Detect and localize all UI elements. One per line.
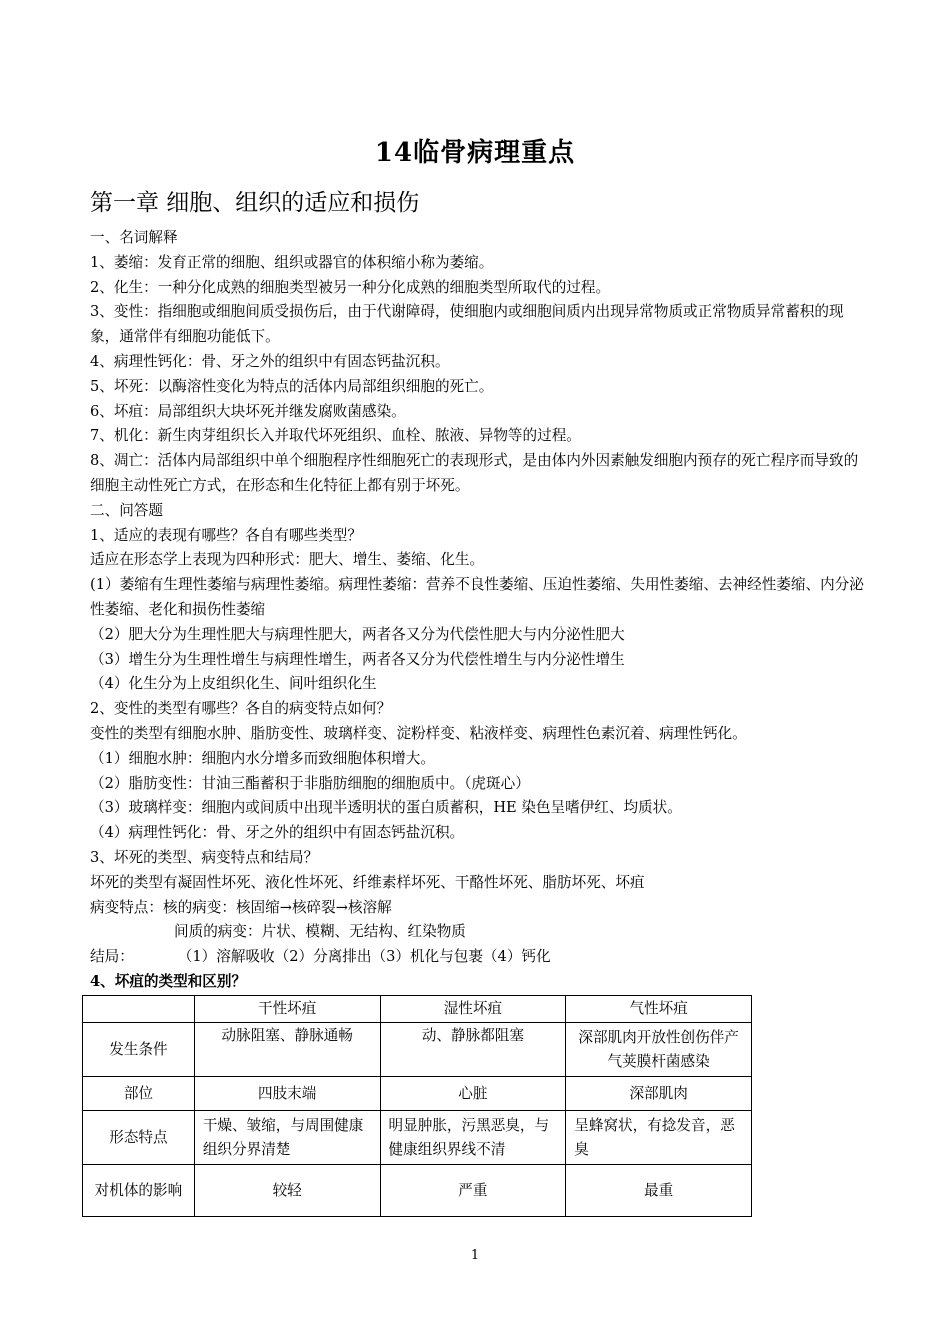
paragraph: 5、坏死：以酶溶性变化为特点的活体内局部组织细胞的死亡。 — [90, 377, 494, 395]
paragraph: 6、坏疽：局部组织大块坏死并继发腐败菌感染。 — [90, 402, 406, 420]
page-number: 1 — [470, 1248, 480, 1263]
table-cell: 最重 — [566, 1165, 752, 1217]
paragraph: （3）玻璃样变：细胞内或间质中出现半透明状的蛋白质蓄积，HE 染色呈嗜伊红、均质状。 — [90, 799, 682, 817]
paragraph: （2）肥大分为生理性肥大与病理性肥大，两者各又分为代偿性肥大与内分泌性肥大 — [90, 625, 625, 643]
question: 3、坏死的类型、病变特点和结局？ — [90, 848, 319, 866]
question: 2、变性的类型有哪些？各自的病变特点如何？ — [90, 700, 392, 718]
paragraph: 1、萎缩：发育正常的细胞、组织或器官的体积缩小称为萎缩。 — [90, 253, 494, 271]
table-cell: 较轻 — [194, 1165, 380, 1217]
table-cell: 深部肌肉开放性创伤伴产气荚膜杆菌感染 — [566, 1023, 752, 1077]
paragraph: 8、凋亡：活体内局部组织中单个细胞程序性细胞死亡的表现形式，是由体内外因素触发细胞内预存的死亡程序而导致的细胞主动性死亡方式，在形态和生化特征上都有别于坏死。 — [90, 452, 859, 494]
outcome-text: （1）溶解吸收（2）分离排出（3）机化与包裹（4）钙化 — [177, 948, 551, 966]
table-header-cell — [83, 996, 195, 1023]
table-cell: 动、静脉都阻塞 — [380, 1023, 566, 1077]
table-cell: 对机体的影响 — [83, 1165, 195, 1217]
section-heading: 一、名词解释 — [90, 229, 178, 246]
paragraph: 间质的病变：片状、模糊、无结构、红染物质 — [174, 923, 466, 941]
table-cell: 发生条件 — [83, 1023, 195, 1077]
paragraph: 2、化生：一种分化成熟的细胞类型被另一种分化成熟的细胞类型所取代的过程。 — [90, 278, 611, 296]
table-cell: 四肢末端 — [194, 1077, 380, 1111]
table-cell: 形态特点 — [83, 1111, 195, 1165]
table-cell: 深部肌肉 — [566, 1077, 752, 1111]
paragraph — [90, 945, 865, 970]
paragraph: 适应在形态学上表现为四种形式：肥大、增生、萎缩、化生。 — [90, 551, 485, 569]
table-row — [83, 1077, 752, 1111]
paragraph: （1）细胞水肿：细胞内水分增多而致细胞体积增大。 — [90, 749, 435, 767]
table-cell: 动脉阻塞、静脉通畅 — [194, 1023, 380, 1077]
document-title: 14临骨病理重点 — [374, 138, 576, 168]
paragraph: （2）脂肪变性：甘油三酯蓄积于非脂肪细胞的细胞质中。（虎斑心） — [90, 774, 530, 792]
table-header-cell: 湿性坏疽 — [380, 996, 566, 1023]
table-cell: 严重 — [380, 1165, 566, 1217]
table-row — [83, 1111, 752, 1165]
paragraph: 7、机化：新生肉芽组织长入并取代坏死组织、血栓、脓液、异物等的过程。 — [90, 427, 581, 445]
paragraph: (1）萎缩有生理性萎缩与病理性萎缩。病理性萎缩：营养不良性萎缩、压迫性萎缩、失用性萎缩、去神经性萎缩、内分泌性萎缩、老化和损伤性萎缩 — [90, 576, 864, 618]
question-bold: 4、坏疽的类型和区别？ — [90, 972, 247, 990]
table-header-cell: 干性坏疽 — [194, 996, 380, 1023]
table-row — [83, 1165, 752, 1217]
table-header-row — [83, 996, 752, 1023]
paragraph: （3）增生分为生理性增生与病理性增生，两者各又分为代偿性增生与内分泌性增生 — [90, 650, 625, 668]
paragraph: 坏死的类型有凝固性坏死、液化性坏死、纤维素样坏死、干酪性坏死、脂肪坏死、坏疽 — [90, 873, 645, 891]
table-cell: 明显肿胀，污黑恶臭，与健康组织界线不清 — [380, 1111, 566, 1165]
table-cell: 呈蜂窝状，有捻发音，恶臭 — [566, 1111, 752, 1165]
table-cell: 部位 — [83, 1077, 195, 1111]
paragraph: 3、变性：指细胞或细胞间质受损伤后，由于代谢障碍，使细胞内或细胞间质内出现异常物质或正常物质异常蓄积的现象，通常伴有细胞功能低下。 — [90, 303, 844, 346]
table-row — [83, 1023, 752, 1077]
chapter-heading: 第一章 细胞、组织的适应和损伤 — [90, 190, 420, 216]
question: 1、适应的表现有哪些？各自有哪些类型？ — [90, 526, 362, 544]
section-heading: 二、问答题 — [90, 501, 163, 519]
gangrene-comparison-table — [82, 995, 752, 1217]
outcome-label: 结局： — [90, 948, 134, 966]
paragraph: 4、病理性钙化：骨、牙之外的组织中有固态钙盐沉积。 — [90, 352, 450, 370]
paragraph: （4）病理性钙化：骨、牙之外的组织中有固态钙盐沉积。 — [90, 824, 465, 842]
table-cell: 干燥、皱缩，与周围健康组织分界清楚 — [194, 1111, 380, 1165]
paragraph: 变性的类型有细胞水肿、脂肪变性、玻璃样变、淀粉样变、粘液样变、病理性色素沉着、病理性钙化。 — [90, 724, 747, 742]
paragraph: （4）化生分为上皮组织化生、间叶组织化生 — [90, 675, 377, 693]
document-body — [90, 226, 865, 995]
table-header-cell: 气性坏疽 — [566, 996, 752, 1023]
paragraph: 病变特点：核的病变：核固缩→核碎裂→核溶解 — [90, 898, 392, 916]
table-cell: 心脏 — [380, 1077, 566, 1111]
